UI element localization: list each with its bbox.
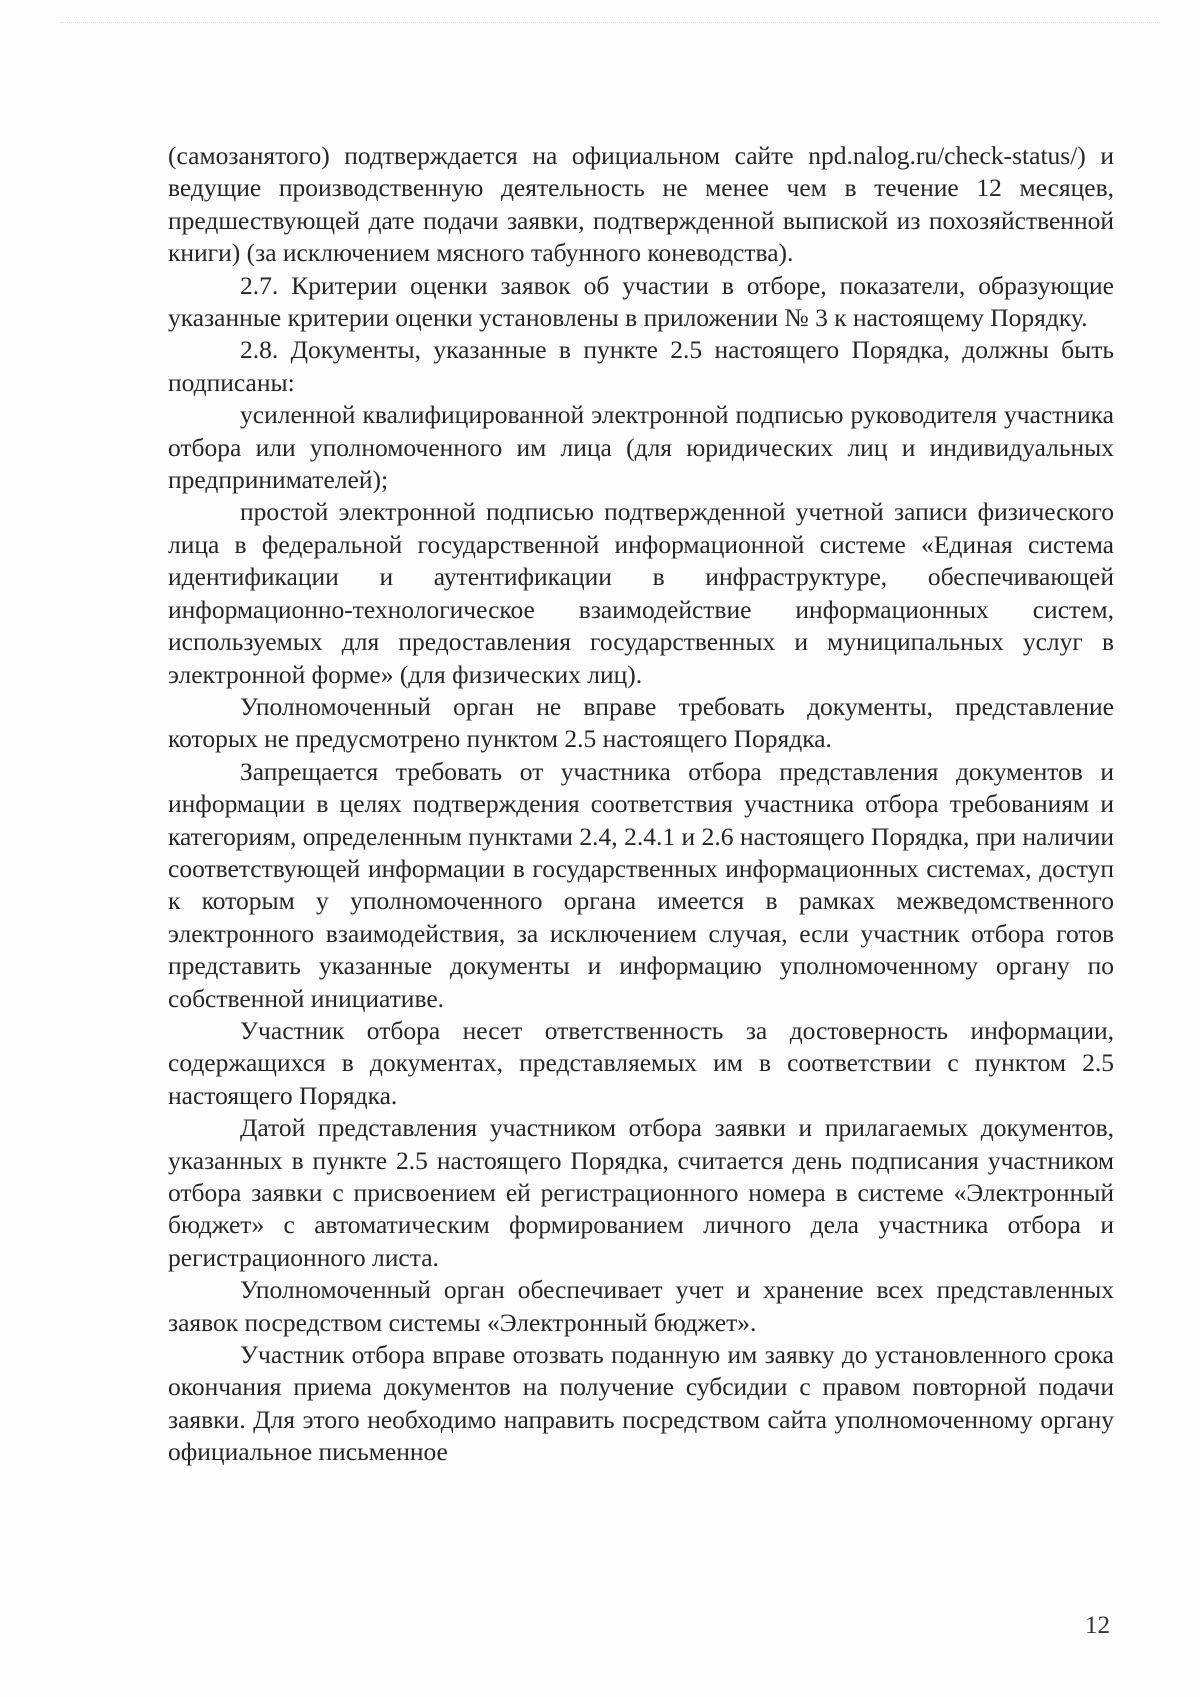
paragraph-simple-signature: простой электронной подписью подтвержденной учетной записи физического лица в федеральной государственной информационной системе «Единая система идентификации и аутентификации в инфраструктуре, обеспечивающей информационно-технологическое взаимодействие информационных систем, используемых для предоставления государственных и муниципальных услуг в электронной форме» (для физических лиц). — [168, 497, 1114, 689]
paragraph-responsibility: Участник отбора несет ответственность за достоверность информации, содержащихся в документах, представляемых им в соответствии с пунктом 2.5 настоящего Порядка. — [168, 1015, 1114, 1110]
paragraph-prohibition: Запрещается требовать от участника отбора представления документов и информации в целях подтверждения соответствия участника отбора требованиям и категориям, определенным пунктами 2.4, 2.4.1 и 2.6 настоящего Порядка, при наличии соответствующей информации в государственных информационных системах, доступ к которым у уполномоченного органа имеется в рамках межведомственного электронного взаимодействия, за исключением случая, если участник отбора готов представить указанные документы и информацию уполномоченному органу по собственной инициативе. — [168, 756, 1114, 1013]
paragraph-2-7-criteria: 2.7. Критерии оценки заявок об участии в отборе, показатели, образующие указанные критерии оценки установлены в приложении № 3 к настоящему Порядку. — [168, 270, 1114, 333]
paragraph-withdrawal: Участник отбора вправе отозвать поданную им заявку до установленного срока окончания приема документов на получение субсидии с правом повторной подачи заявки. Для этого необходимо направить посредством сайта уполномоченному органу официальное письменное — [168, 1340, 1114, 1467]
paragraph-continuation: (самозанятого) подтверждается на официальном сайте npd.nalog.ru/check-status/) и ведущие производственную деятельность не менее чем в течение 12 месяцев, предшествующей дате подачи заявки, подтвержденной выпиской из похозяйственной книги) (за исключением мясного табунного коневодства). — [168, 141, 1114, 268]
page-number: 12 — [1085, 1612, 1110, 1639]
paragraph-submission-date: Датой представления участником отбора заявки и прилагаемых документов, указанных в пункте 2.5 настоящего Порядка, считается день подписания участником отбора заявки с присвоением ей регистрационного номера в системе «Электронный бюджет» с автоматическим формированием личного дела участника отбора и регистрационного листа. — [168, 1113, 1114, 1272]
paragraph-storage: Уполномоченный орган обеспечивает учет и хранение всех представленных заявок посредством системы «Электронный бюджет». — [168, 1275, 1114, 1337]
paragraph-qualified-signature: усиленной квалифицированной электронной подписью руководителя участника отбора или уполномоченного им лица (для юридических лиц и индивидуальных предпринимателей); — [168, 400, 1114, 495]
paragraph-no-extra-documents: Уполномоченный орган не вправе требовать документы, представление которых не предусмотрено пунктом 2.5 настоящего Порядка. — [168, 691, 1114, 754]
scan-edge-line — [60, 22, 1160, 23]
paragraph-2-8-documents: 2.8. Документы, указанные в пункте 2.5 настоящего Порядка, должны быть подписаны: — [168, 335, 1114, 397]
document-body — [168, 140, 1114, 1469]
